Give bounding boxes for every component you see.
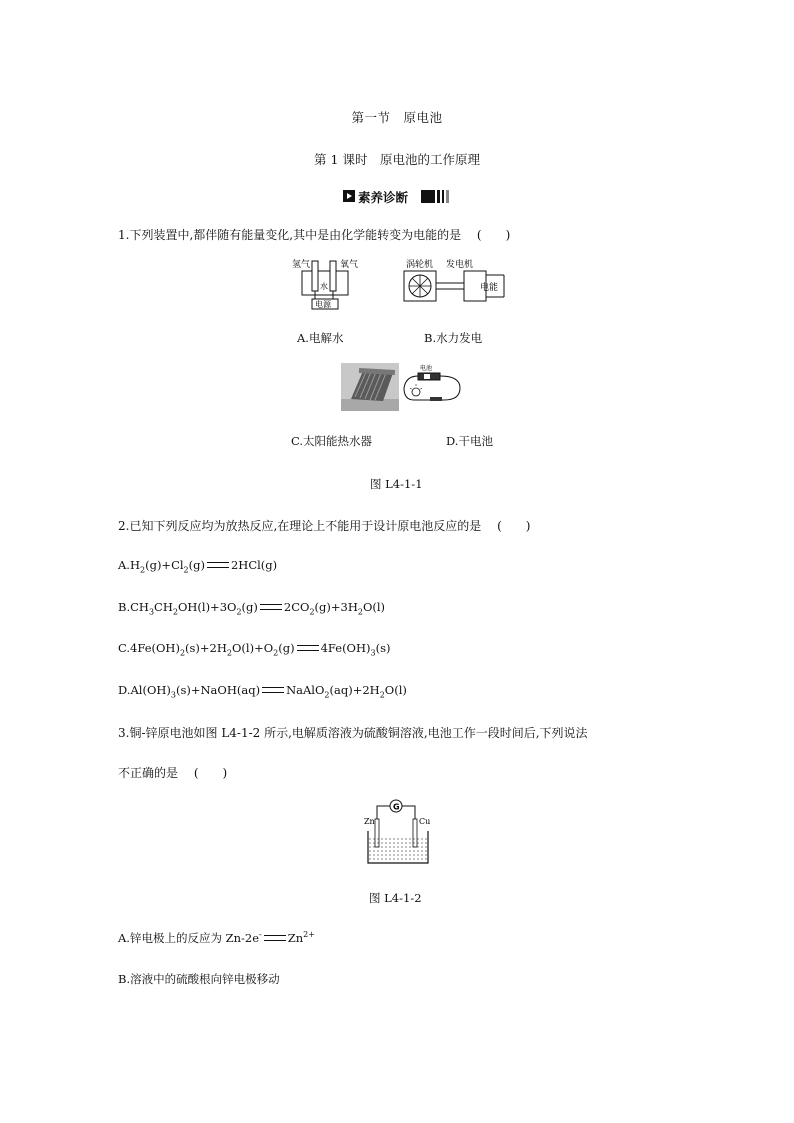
q3-option-a-text: A.锌电极上的反应为 Zn-2e bbox=[118, 931, 260, 945]
lesson-title: 第 1 课时 原电池的工作原理 bbox=[314, 152, 480, 167]
q1-option-c: C.太阳能热水器 bbox=[291, 434, 373, 448]
fig-a-label-source: 电源 bbox=[315, 300, 331, 309]
banner-bar-decoration bbox=[421, 190, 435, 203]
figure-electrolysis bbox=[288, 255, 368, 315]
q1-option-d: D.干电池 bbox=[446, 434, 493, 448]
q3-option-b: B.溶液中的硫酸根向锌电极移动 bbox=[118, 972, 280, 986]
fig-a-label-mid: 水 bbox=[320, 282, 328, 291]
banner-bar-decoration bbox=[437, 190, 440, 203]
banner-bar-decoration bbox=[446, 190, 449, 203]
figure-dry-battery-circuit bbox=[400, 362, 464, 406]
q2-option-a-label: A. bbox=[118, 558, 130, 572]
section-title: 第一节 原电池 bbox=[351, 110, 443, 125]
banner-label: 素养诊断 bbox=[358, 190, 409, 205]
fig-b-label-turbine: 涡轮机 bbox=[406, 260, 434, 270]
fig-b-label-output: 电能 bbox=[480, 283, 499, 293]
figure-hydropower bbox=[400, 257, 510, 305]
banner-bar-decoration bbox=[442, 190, 444, 203]
fig-a-label-right: 氧气 bbox=[340, 260, 359, 270]
section-banner bbox=[343, 188, 451, 206]
question-2-stem: 2.已知下列反应均为放热反应,在理论上不能用于设计原电池反应的是 ( ) bbox=[118, 519, 531, 533]
fig-d-label: 电池 bbox=[420, 365, 433, 372]
q3-option-a: A.锌电极上的反应为 Zn-2e- $Zn^{2+}$ bbox=[118, 930, 315, 945]
q3-option-a-product: Zn bbox=[287, 931, 304, 945]
figure-caption-2: 图 L4-1-2 bbox=[369, 891, 422, 905]
fig-b-label-generator: 发电机 bbox=[446, 260, 474, 270]
question-3-stem-line1: 3.铜-锌原电池如图 L4-1-2 所示,电解质溶液为硫酸铜溶液,电池工作一段时间后,下列说法 bbox=[118, 726, 588, 740]
q2-option-c-label: C. bbox=[118, 641, 131, 655]
q2-option-d-label: D. bbox=[118, 683, 131, 697]
q2-option-d: $D.Al(OH)_3(s)+NaOH(aq)$ $NaAlO_2(aq)+2H_2O(l)$ bbox=[118, 683, 407, 700]
q1-option-b: B.水力发电 bbox=[424, 331, 483, 345]
meter-label: G bbox=[393, 802, 400, 812]
q2-option-b: $B.CH_3CH_2OH(l)+3O_2(g)$ $2CO_2(g)+3H_2O(l)$ bbox=[118, 600, 386, 617]
q2-option-a: $A.H_2(g)+Cl_2(g)$ 2HCl(g) bbox=[118, 558, 278, 575]
question-1-stem: 1.下列装置中,都伴随有能量变化,其中是由化学能转变为电能的是 ( ) bbox=[118, 228, 511, 242]
figure-cu-zn-cell bbox=[360, 797, 436, 867]
fig-a-label-left: 氢气 bbox=[292, 260, 311, 270]
q2-option-c: $C.4Fe(OH)_2(s)+2H_2O(l)+O_2(g)$ $4Fe(OH)_3(s)$ bbox=[118, 641, 391, 658]
electrode-right-label: Cu bbox=[419, 817, 431, 826]
electrode-left-label: Zn bbox=[364, 817, 375, 826]
figure-solar-heater-photo bbox=[341, 363, 399, 411]
question-3-stem-line2: 不正确的是 ( ) bbox=[118, 766, 228, 780]
q1-option-a: A.电解水 bbox=[297, 331, 344, 345]
figure-caption-1: 图 L4-1-1 bbox=[370, 477, 423, 491]
q2-option-b-label: B. bbox=[118, 600, 131, 614]
play-icon bbox=[343, 190, 355, 202]
